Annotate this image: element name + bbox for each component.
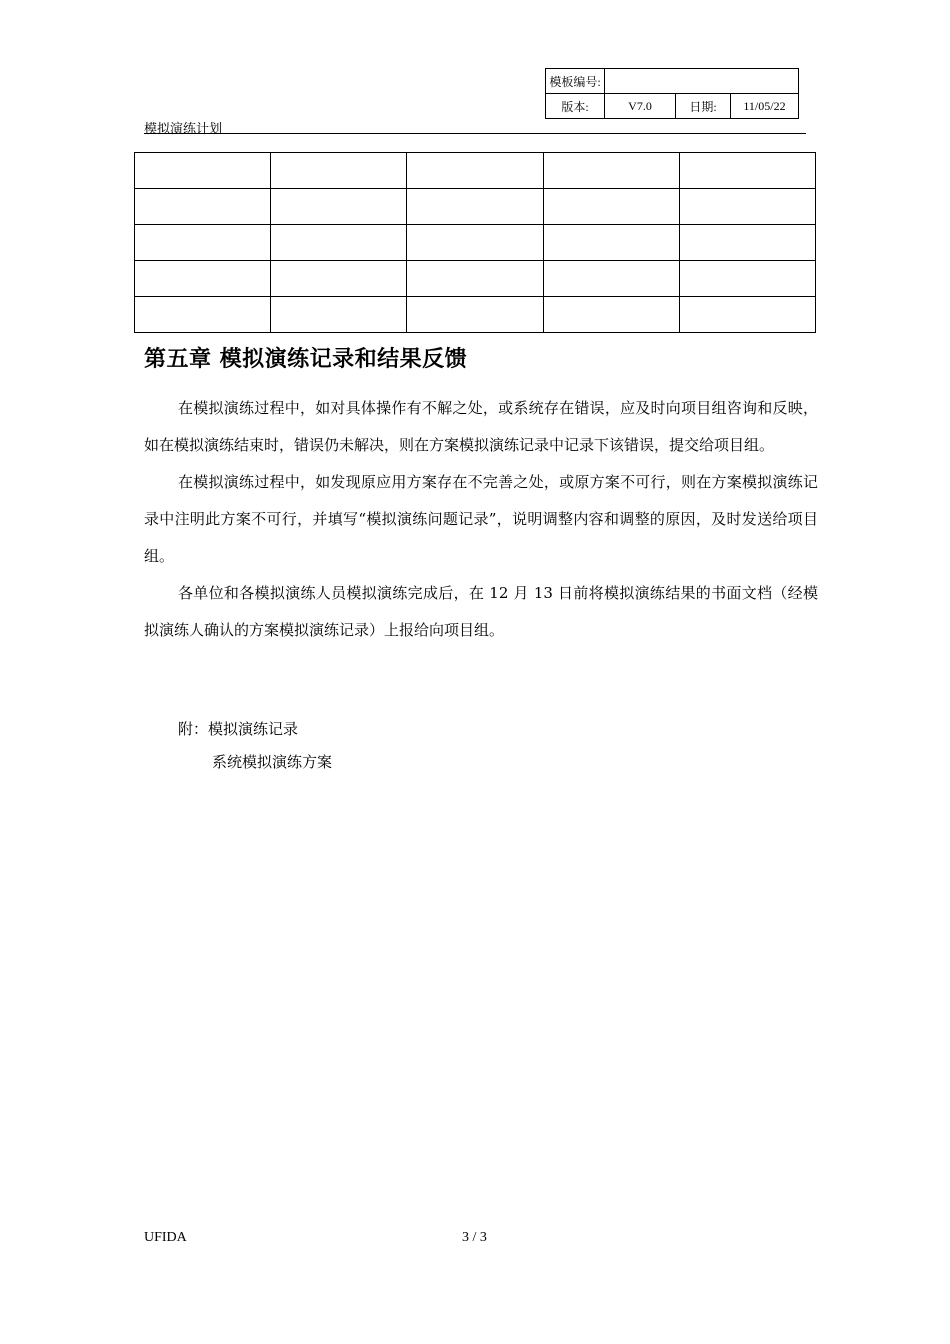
template-no-value xyxy=(605,69,799,94)
table-cell xyxy=(679,189,815,225)
table-cell xyxy=(271,261,407,297)
document-title: 模拟演练计划 xyxy=(144,122,223,137)
footer-page-number: 3 / 3 xyxy=(462,1230,487,1245)
appendix-line-1: 附：模拟演练记录 xyxy=(178,720,299,738)
table-row xyxy=(135,189,816,225)
appendix-line-2: 系统模拟演练方案 xyxy=(212,753,333,771)
table-row xyxy=(135,225,816,261)
version-label: 版本: xyxy=(546,94,605,119)
body-text xyxy=(144,390,818,649)
version-value: V7.0 xyxy=(605,94,676,119)
table-cell xyxy=(407,153,543,189)
appendix xyxy=(178,713,332,779)
table-row xyxy=(135,261,816,297)
table-cell xyxy=(135,189,271,225)
table-row xyxy=(135,153,816,189)
table-cell xyxy=(135,261,271,297)
table-cell xyxy=(135,225,271,261)
date-label: 日期: xyxy=(676,94,731,119)
header-divider xyxy=(144,133,806,134)
paragraph-3: 各单位和各模拟演练人员模拟演练完成后，在 12 月 13 日前将模拟演练结果的书面文档（经模拟演练人确认的方案模拟演练记录）上报给向项目组。 xyxy=(144,584,818,639)
blank-table xyxy=(134,152,816,333)
footer-company: UFIDA xyxy=(144,1230,187,1245)
table-cell xyxy=(543,225,679,261)
table-cell xyxy=(135,297,271,333)
table-cell xyxy=(271,189,407,225)
table-cell xyxy=(271,297,407,333)
template-no-label: 模板编号: xyxy=(546,69,605,94)
date-value: 11/05/22 xyxy=(731,94,799,119)
table-cell xyxy=(679,225,815,261)
table-cell xyxy=(271,153,407,189)
table-row xyxy=(135,297,816,333)
table-cell xyxy=(679,261,815,297)
table-cell xyxy=(407,189,543,225)
table-cell xyxy=(543,153,679,189)
table-cell xyxy=(679,153,815,189)
table-cell xyxy=(135,153,271,189)
paragraph-1: 在模拟演练过程中，如对具体操作有不解之处，或系统存在错误，应及时向项目组咨询和反映，如在模拟演练结束时，错误仍未解决，则在方案模拟演练记录中记录下该错误，提交给项目组。 xyxy=(144,399,818,454)
chapter-title: 第五章 模拟演练记录和结果反馈 xyxy=(144,346,468,372)
paragraph-2: 在模拟演练过程中，如发现原应用方案存在不完善之处，或原方案不可行，则在方案模拟演练记录中注明此方案不可行，并填写“模拟演练问题记录”，说明调整内容和调整的原因，及时发送给项目组。 xyxy=(144,473,818,565)
table-cell xyxy=(543,261,679,297)
table-cell xyxy=(407,297,543,333)
table-cell xyxy=(407,225,543,261)
table-cell xyxy=(543,297,679,333)
table-cell xyxy=(679,297,815,333)
table-cell xyxy=(543,189,679,225)
table-cell xyxy=(271,225,407,261)
template-info-table xyxy=(545,68,799,119)
table-cell xyxy=(407,261,543,297)
